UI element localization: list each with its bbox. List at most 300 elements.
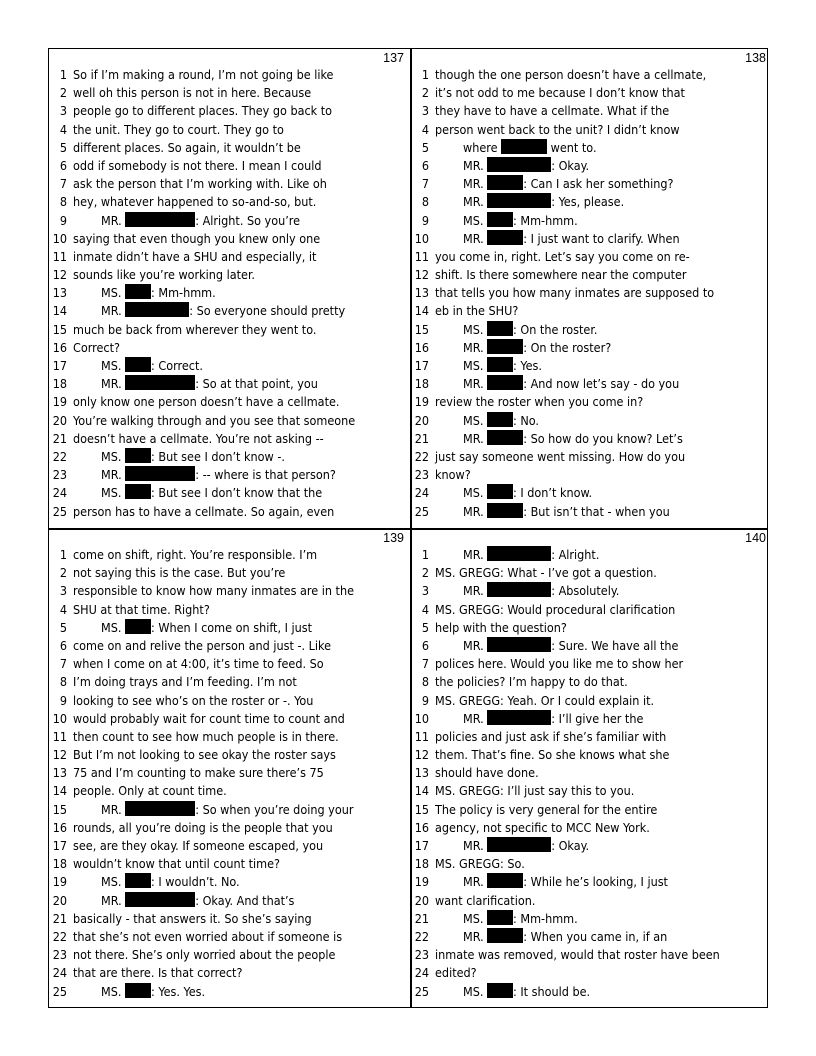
transcript-line — [411, 601, 771, 619]
text-segment: MR. — [463, 230, 488, 246]
page-lines — [49, 546, 409, 1001]
line-text — [73, 546, 317, 564]
line-number: 3 — [59, 583, 67, 599]
text-segment: MR. — [463, 710, 488, 726]
text-segment: MR. — [463, 339, 488, 355]
line-text — [435, 564, 657, 582]
line-text — [435, 430, 683, 448]
line-text — [73, 248, 316, 266]
redaction-bar — [487, 230, 523, 245]
line-number: 15 — [52, 801, 67, 817]
line-text — [435, 375, 679, 393]
line-text — [435, 601, 675, 619]
redaction-bar — [487, 503, 523, 518]
text-segment: the unit. They go to court. They go to — [73, 121, 284, 137]
line-number: 19 — [52, 874, 67, 890]
text-segment: : Yes, please. — [551, 194, 625, 210]
transcript-line — [411, 284, 771, 302]
text-segment: : So everyone should pretty — [189, 303, 346, 319]
line-text — [73, 503, 334, 521]
transcript-line — [49, 139, 409, 157]
line-text — [73, 339, 120, 357]
transcript-line — [411, 619, 771, 637]
line-number: 14 — [414, 783, 429, 799]
transcript-line — [49, 746, 409, 764]
redaction-bar — [487, 637, 551, 652]
text-segment: The policy is very general for the entire — [435, 801, 658, 817]
line-number: 6 — [59, 157, 67, 173]
line-number: 14 — [52, 783, 67, 799]
text-segment: MR. — [463, 376, 488, 392]
line-text — [73, 157, 321, 175]
line-text — [73, 466, 336, 484]
line-number: 12 — [414, 747, 429, 763]
text-segment: MS. — [463, 212, 487, 228]
line-text — [435, 692, 654, 710]
redaction-bar — [125, 801, 195, 816]
line-text — [73, 619, 312, 637]
line-text — [73, 212, 300, 230]
transcript-line — [411, 66, 771, 84]
line-number: 23 — [414, 467, 429, 483]
transcript-line — [411, 212, 771, 230]
line-number: 11 — [52, 248, 67, 264]
line-number: 3 — [59, 103, 67, 119]
text-segment: inmate was removed, would that roster have been — [435, 947, 720, 963]
line-number: 8 — [421, 194, 429, 210]
line-text — [435, 710, 643, 728]
transcript-line — [411, 764, 771, 782]
text-segment: 75 and I’m counting to make sure there’s 75 — [73, 765, 324, 781]
text-segment: MS. GREGG: Yeah. Or I could explain it. — [435, 692, 655, 708]
page-140-panel — [411, 529, 771, 1008]
text-segment: : It should be. — [513, 983, 591, 999]
text-segment: MR. — [463, 503, 488, 519]
transcript-line — [411, 248, 771, 266]
transcript-line — [411, 193, 771, 211]
line-number: 22 — [52, 928, 67, 944]
line-number: 24 — [414, 485, 429, 501]
line-number: 18 — [414, 376, 429, 392]
line-text — [435, 964, 477, 982]
text-segment: come on shift, right. You’re responsible. I’m — [73, 547, 318, 562]
transcript-line — [49, 692, 409, 710]
line-text — [435, 121, 680, 139]
line-text — [73, 746, 336, 764]
text-segment: they have to have a cellmate. What if the — [435, 103, 670, 119]
redaction-bar — [487, 837, 551, 852]
line-text — [73, 102, 332, 120]
redaction-bar — [487, 212, 513, 227]
transcript-line — [411, 121, 771, 139]
line-number: 11 — [52, 728, 67, 744]
redaction-bar — [125, 873, 151, 888]
line-number: 9 — [59, 692, 67, 708]
text-segment: would probably wait for count time to count and — [73, 710, 345, 726]
text-segment: MR. — [463, 430, 488, 446]
text-segment: But I’m not looking to see okay the roster says — [73, 747, 336, 763]
text-segment: just say someone went missing. How do you — [435, 448, 686, 464]
transcript-line — [411, 357, 771, 375]
transcript-line — [49, 564, 409, 582]
line-number: 22 — [414, 928, 429, 944]
text-segment: agency, not specific to MCC New York. — [435, 819, 650, 835]
transcript-line — [49, 601, 409, 619]
text-segment: MR. — [463, 157, 488, 173]
line-number: 25 — [52, 503, 67, 519]
line-text — [435, 910, 578, 928]
line-text — [73, 230, 320, 248]
redaction-bar — [487, 546, 551, 561]
line-text — [73, 673, 297, 691]
line-text — [435, 637, 678, 655]
text-segment: : Mm-hmm. — [151, 285, 216, 301]
text-segment: : Can I ask her something? — [523, 176, 674, 192]
transcript-line — [49, 357, 409, 375]
transcript-line — [411, 430, 771, 448]
line-number: 24 — [52, 965, 67, 981]
text-segment: MS. GREGG: What - I’ve got a question. — [435, 565, 657, 581]
text-segment: basically - that answers it. So she’s saying — [73, 910, 312, 926]
text-segment: MS. — [463, 983, 487, 999]
redaction-bar — [487, 175, 523, 190]
line-text — [73, 302, 345, 320]
text-segment: : I’ll give her the — [551, 710, 644, 726]
transcript-line — [49, 946, 409, 964]
line-text — [435, 266, 687, 284]
transcript-line — [411, 466, 771, 484]
transcript-line — [411, 819, 771, 837]
text-segment: MR. — [101, 467, 126, 483]
line-number: 19 — [414, 874, 429, 890]
transcript-line — [411, 321, 771, 339]
line-text — [73, 412, 355, 430]
line-number: 16 — [414, 819, 429, 835]
line-number: 18 — [52, 376, 67, 392]
line-number: 10 — [52, 230, 67, 246]
transcript-line — [411, 928, 771, 946]
redaction-bar — [487, 157, 551, 172]
text-segment: Correct? — [73, 339, 120, 355]
transcript-line — [49, 855, 409, 873]
transcript-line — [411, 339, 771, 357]
transcript-line — [411, 746, 771, 764]
text-segment: MS. — [463, 485, 487, 501]
line-text — [435, 84, 685, 102]
line-number: 1 — [421, 67, 429, 82]
text-segment: MR. — [463, 928, 488, 944]
line-text — [435, 655, 683, 673]
line-text — [73, 175, 327, 193]
text-segment: you come in, right. Let’s say you come on re- — [435, 248, 690, 264]
text-segment: people go to different places. They go back to — [73, 103, 333, 119]
line-number: 2 — [59, 565, 67, 581]
line-number: 7 — [421, 176, 429, 192]
line-text — [73, 873, 240, 891]
transcript-line — [411, 637, 771, 655]
line-number: 1 — [59, 547, 67, 562]
line-text — [73, 710, 345, 728]
transcript-line — [411, 855, 771, 873]
line-text — [73, 946, 335, 964]
line-text — [435, 782, 634, 800]
line-text — [435, 248, 690, 266]
line-number: 15 — [52, 321, 67, 337]
line-number: 11 — [414, 728, 429, 744]
text-segment: though the one person doesn’t have a cellmate, — [435, 67, 707, 82]
text-segment: : On the roster? — [523, 339, 612, 355]
text-segment: MR. — [463, 874, 488, 890]
line-text — [73, 983, 205, 1001]
line-text — [435, 946, 720, 964]
text-segment: : Okay. And that’s — [195, 892, 295, 908]
transcript-line — [49, 819, 409, 837]
line-text — [73, 637, 331, 655]
transcript-line — [49, 582, 409, 600]
line-text — [73, 321, 316, 339]
line-number: 25 — [414, 503, 429, 519]
line-number: 13 — [414, 285, 429, 301]
line-number: 25 — [414, 983, 429, 999]
text-segment: : While he’s looking, I just — [523, 874, 668, 890]
transcript-line — [49, 248, 409, 266]
text-segment: MS. — [463, 358, 487, 373]
line-text — [73, 601, 210, 619]
line-number: 14 — [414, 303, 429, 319]
line-text — [435, 801, 657, 819]
text-segment: : Yes. — [513, 358, 542, 373]
redaction-bar — [125, 448, 151, 463]
text-segment: should have done. — [435, 765, 539, 781]
transcript-line — [411, 782, 771, 800]
line-text — [73, 357, 203, 375]
line-text — [435, 393, 643, 411]
line-number: 19 — [52, 394, 67, 410]
transcript-line — [411, 964, 771, 982]
text-segment: MR. — [463, 547, 488, 562]
line-number: 24 — [52, 485, 67, 501]
line-number: 9 — [421, 212, 429, 228]
transcript-line — [411, 230, 771, 248]
transcript-line — [411, 448, 771, 466]
line-text — [435, 619, 567, 637]
redaction-bar — [487, 910, 513, 925]
line-number: 1 — [59, 67, 67, 82]
line-number: 4 — [59, 601, 67, 617]
line-text — [73, 837, 323, 855]
redaction-bar — [125, 983, 151, 998]
page-number: 138 — [745, 51, 766, 65]
transcript-line — [49, 466, 409, 484]
text-segment: : I just want to clarify. When — [523, 230, 680, 246]
text-segment: : When you came in, if an — [523, 928, 668, 944]
transcript-line — [411, 837, 771, 855]
transcript-line — [411, 503, 771, 521]
transcript-line — [411, 412, 771, 430]
transcript-line — [49, 503, 409, 521]
line-number: 9 — [59, 212, 67, 228]
text-segment: MS. GREGG: So. — [435, 856, 525, 872]
line-number: 23 — [414, 947, 429, 963]
line-text — [435, 503, 670, 521]
transcript-line — [49, 66, 409, 84]
transcript-line — [411, 84, 771, 102]
text-segment: : So how do you know? Let’s — [523, 430, 683, 446]
text-segment: MR. — [101, 892, 126, 908]
transcript-line — [411, 710, 771, 728]
line-number: 17 — [52, 838, 67, 853]
text-segment: : -- where is that person? — [195, 467, 336, 483]
line-text — [435, 412, 539, 430]
line-text — [435, 819, 650, 837]
line-number: 17 — [414, 358, 429, 373]
text-segment: MS. — [463, 321, 487, 337]
transcript-line — [411, 655, 771, 673]
line-number: 16 — [52, 339, 67, 355]
line-text — [435, 284, 714, 302]
line-number: 5 — [421, 619, 429, 635]
transcript-line — [49, 102, 409, 120]
transcript-line — [49, 928, 409, 946]
redaction-bar — [125, 375, 195, 390]
text-segment: rounds, all you’re doing is the people that you — [73, 819, 333, 835]
line-text — [435, 102, 669, 120]
line-number: 13 — [52, 285, 67, 301]
transcript-line — [49, 983, 409, 1001]
line-text — [73, 764, 324, 782]
line-number: 3 — [421, 103, 429, 119]
transcript-line — [49, 837, 409, 855]
transcript-line — [49, 546, 409, 564]
text-segment: only know one person doesn’t have a cellmate. — [73, 394, 340, 410]
text-segment: : So at that point, you — [195, 376, 318, 392]
line-number: 6 — [59, 637, 67, 653]
text-segment: people. Only at count time. — [73, 783, 227, 799]
transcript-line — [49, 193, 409, 211]
line-text — [435, 175, 674, 193]
line-number: 21 — [414, 430, 429, 446]
line-text — [73, 84, 311, 102]
transcript-line — [411, 946, 771, 964]
text-segment: inmate didn’t have a SHU and especially, it — [73, 248, 317, 264]
text-segment: MS. GREGG: I’ll just say this to you. — [435, 783, 635, 799]
line-text — [73, 375, 318, 393]
transcript-line — [49, 655, 409, 673]
line-text — [435, 582, 619, 600]
redaction-bar — [125, 466, 195, 481]
transcript-line — [49, 892, 409, 910]
line-text — [73, 582, 354, 600]
transcript-line — [49, 393, 409, 411]
text-segment: odd if somebody is not there. I mean I could — [73, 157, 322, 173]
transcript-line — [49, 619, 409, 637]
transcript-line — [411, 582, 771, 600]
line-text — [73, 819, 333, 837]
line-number: 21 — [52, 910, 67, 926]
transcript-line — [49, 284, 409, 302]
line-number: 20 — [414, 412, 429, 428]
text-segment: that are there. Is that correct? — [73, 965, 243, 981]
line-number: 12 — [52, 747, 67, 763]
line-number: 21 — [52, 430, 67, 446]
line-text — [435, 873, 668, 891]
text-segment: : Mm-hmm. — [513, 212, 578, 228]
text-segment: not there. She’s only worried about the people — [73, 947, 336, 963]
text-segment: : But see I don’t know -. — [151, 448, 285, 464]
line-number: 11 — [414, 248, 429, 264]
text-segment: then count to see how much people is in there. — [73, 728, 339, 744]
redaction-bar — [487, 873, 523, 888]
line-text — [435, 302, 518, 320]
text-segment: MS. GREGG: Would procedural clarification — [435, 601, 676, 617]
text-segment: : I wouldn’t. No. — [151, 874, 240, 890]
page-138-panel — [411, 49, 771, 528]
redaction-bar — [125, 212, 195, 227]
redaction-bar — [487, 321, 513, 336]
text-segment: : Correct. — [151, 358, 203, 373]
text-segment: : Mm-hmm. — [513, 910, 578, 926]
line-number: 6 — [421, 637, 429, 653]
line-number: 8 — [421, 674, 429, 690]
text-segment: eb in the SHU? — [435, 303, 519, 319]
text-segment: that tells you how many inmates are supposed to — [435, 285, 715, 301]
line-number: 13 — [414, 765, 429, 781]
transcript-line — [411, 910, 771, 928]
text-segment: I’m doing trays and I’m feeding. I’m not — [73, 674, 297, 690]
line-text — [435, 764, 539, 782]
line-text — [73, 855, 280, 873]
line-text — [73, 782, 227, 800]
text-segment: the policies? I’m happy to do that. — [435, 674, 628, 690]
transcript-line — [411, 102, 771, 120]
transcript-line — [49, 710, 409, 728]
line-text — [73, 910, 312, 928]
line-text — [73, 66, 333, 84]
transcript-sheet — [48, 48, 768, 1008]
line-text — [435, 546, 599, 564]
text-segment: it’s not odd to me because I don’t know that — [435, 85, 685, 101]
transcript-line — [49, 157, 409, 175]
line-text — [435, 139, 597, 157]
transcript-line — [411, 393, 771, 411]
redaction-bar — [125, 284, 151, 299]
transcript-line — [49, 212, 409, 230]
line-number: 16 — [52, 819, 67, 835]
redaction-bar — [125, 484, 151, 499]
transcript-line — [411, 692, 771, 710]
text-segment: MS. — [101, 285, 125, 301]
line-number: 5 — [59, 139, 67, 155]
line-number: 23 — [52, 467, 67, 483]
line-number: 12 — [52, 267, 67, 283]
transcript-line — [49, 484, 409, 502]
page-number: 137 — [383, 51, 404, 65]
line-number: 7 — [59, 176, 67, 192]
text-segment: doesn’t have a cellmate. You’re not asking -- — [73, 430, 324, 446]
line-text — [435, 837, 589, 855]
text-segment: : Alright. — [551, 547, 600, 562]
redaction-bar — [125, 357, 151, 372]
redaction-bar — [487, 983, 513, 998]
line-number: 25 — [52, 983, 67, 999]
line-text — [73, 121, 284, 139]
transcript-line — [411, 801, 771, 819]
text-segment: : But see I don’t know that the — [151, 485, 323, 501]
transcript-line — [49, 302, 409, 320]
line-text — [73, 564, 285, 582]
transcript-line — [49, 84, 409, 102]
redaction-bar — [487, 582, 551, 597]
